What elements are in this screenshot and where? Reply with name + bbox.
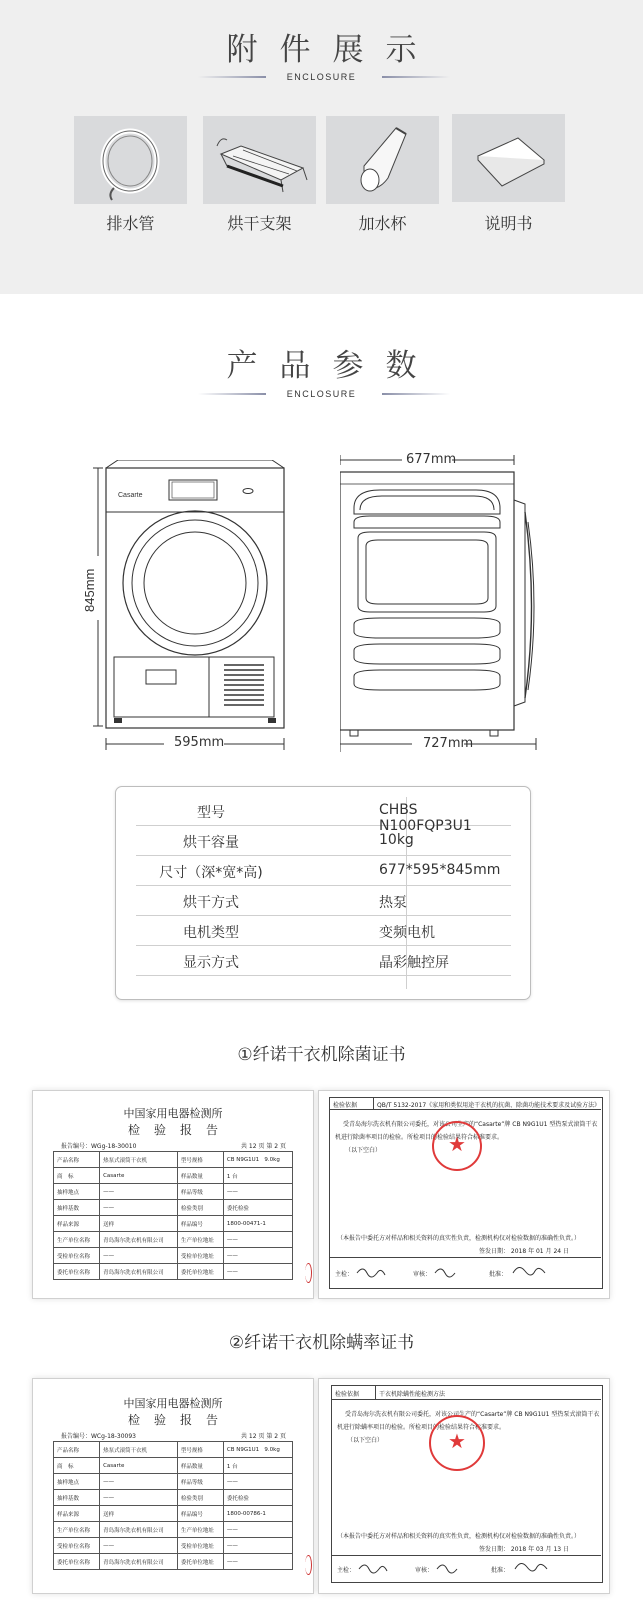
cell: Casarte (100, 1458, 178, 1474)
cell (223, 1152, 292, 1168)
cell: —— (100, 1490, 178, 1506)
spec-row (136, 825, 511, 856)
cell: —— (100, 1200, 178, 1216)
handwritten-signatures (357, 1559, 607, 1575)
cell: 青岛海尔洗衣机有限公司 (100, 1232, 178, 1248)
stamp-star-icon: ★ (448, 1132, 466, 1156)
table-row (54, 1474, 293, 1490)
table-row (54, 1248, 293, 1264)
cert-report-page (32, 1378, 314, 1594)
cell: 抽样基数 (54, 1490, 100, 1506)
cell: 检验类别 (177, 1200, 223, 1216)
spec-value: 变频电机 (379, 925, 435, 941)
cert-title: ①纤诺干衣机除菌证书 (237, 1045, 406, 1065)
cell: —— (223, 1264, 292, 1280)
report-heading: 检验报告 (127, 1123, 232, 1137)
accessory-drying-rack (203, 116, 316, 204)
width-dimension: 595mm (174, 735, 225, 750)
spec-value: 热泵 (379, 895, 407, 911)
cell: 送样 (100, 1216, 178, 1232)
spec-row (136, 795, 511, 834)
report-number: 报告编号：WCg-18-30093 (61, 1433, 136, 1440)
table-row (54, 1232, 293, 1248)
cell: 产品名称 (54, 1152, 100, 1168)
cell-text: CB N9G1U1 (226, 1446, 260, 1453)
drying-rack-icon (203, 116, 316, 204)
cell: —— (100, 1538, 178, 1554)
accessory-label: 加水杯 (358, 214, 407, 233)
cell: 样品编号 (177, 1216, 223, 1232)
basis-text: QB/T 5132-2017《家用和类似用途干衣机的抗菌、除菌功能技术要求及试验方法》 (377, 1102, 601, 1109)
enclosure-subtitle: ENCLOSURE (286, 72, 357, 82)
cell: 受检单位地址 (177, 1538, 223, 1554)
cell: 生产单位地址 (177, 1232, 223, 1248)
cell: 青岛海尔洗衣机有限公司 (100, 1264, 178, 1280)
cell: 样品来源 (54, 1506, 100, 1522)
table-row (54, 1264, 293, 1280)
cell: 受检单位地址 (177, 1248, 223, 1264)
cell: 检验类别 (177, 1490, 223, 1506)
issue-date: 签发日期： 2018 年 03 月 13 日 (479, 1546, 569, 1553)
enclosure-title: 附件展示 (226, 32, 439, 68)
accessory-manual (452, 114, 565, 202)
cell: 样品等级 (177, 1184, 223, 1200)
table-row (54, 1168, 293, 1184)
spec-key: 烘干容量 (183, 835, 239, 851)
spec-key: 显示方式 (183, 955, 239, 971)
table-row (54, 1554, 293, 1570)
result-rule (331, 1399, 601, 1400)
cell: —— (100, 1184, 178, 1200)
spec-key: 烘干方式 (183, 895, 239, 911)
cell: 样品数量 (177, 1168, 223, 1184)
official-stamp (429, 1415, 485, 1471)
result-rule (373, 1097, 374, 1109)
params-subtitle: ENCLOSURE (286, 389, 357, 399)
cell: 抽样地点 (54, 1474, 100, 1490)
signature-label: 主检： (337, 1567, 356, 1574)
basis-label: 检验依据 (335, 1391, 360, 1398)
report-page: 共 12 页 第 2 页 (241, 1143, 286, 1150)
params-title: 产品参数 (226, 348, 439, 384)
accessory-water-cup (326, 116, 439, 204)
result-line: 机进行除菌率项目的检验。所检项目的检验结果符合标准要求。 (335, 1134, 504, 1141)
result-rule (375, 1385, 376, 1399)
cell: 样品来源 (54, 1216, 100, 1232)
cell: —— (223, 1184, 292, 1200)
basis-label: 检验依据 (333, 1102, 358, 1109)
cell: 青岛海尔洗衣机有限公司 (100, 1554, 178, 1570)
report-table (53, 1441, 293, 1570)
cell: 商 标 (54, 1458, 100, 1474)
table-row (54, 1442, 293, 1458)
cell: —— (223, 1232, 292, 1248)
cell: 样品数量 (177, 1458, 223, 1474)
signature-label: 批准： (491, 1567, 510, 1574)
table-row (54, 1200, 293, 1216)
dryer-front-view (78, 460, 293, 750)
spec-value: CHBS N100FQP3U1 (379, 802, 472, 834)
table-row (54, 1216, 293, 1232)
cell: 产品名称 (54, 1442, 100, 1458)
manual-icon (452, 114, 565, 202)
table-row (54, 1184, 293, 1200)
report-number: 报告编号：WGg-18-30010 (61, 1143, 137, 1150)
table-row (54, 1490, 293, 1506)
drain-hose-icon (74, 116, 187, 204)
cell: —— (223, 1522, 292, 1538)
seam-stamp-edge (305, 1555, 312, 1575)
cell: 委托单位名称 (54, 1264, 100, 1280)
accessory-label: 排水管 (106, 214, 155, 233)
spec-table (115, 786, 531, 1000)
cell: —— (100, 1248, 178, 1264)
report-table (53, 1151, 293, 1280)
spec-key: 电机类型 (183, 925, 239, 941)
official-stamp (432, 1121, 482, 1171)
cell: 受检单位名称 (54, 1538, 100, 1554)
water-cup-icon (326, 116, 439, 204)
report-org: 中国家用电器检测所 (123, 1107, 223, 1120)
cert-report-page (32, 1090, 314, 1299)
handwritten-signatures (355, 1263, 605, 1279)
brand-logo: Casarte (118, 492, 143, 499)
spec-key: 型号 (197, 805, 225, 821)
signature-label: 审核： (413, 1271, 432, 1278)
signature-label: 审核： (415, 1567, 434, 1574)
result-line: （以下空白） (345, 1147, 382, 1154)
cell: 样品编号 (177, 1506, 223, 1522)
cell: —— (223, 1474, 292, 1490)
spec-key: 尺寸（深*宽*高) (159, 865, 263, 881)
result-rule (331, 1555, 601, 1556)
table-row (54, 1506, 293, 1522)
cell: 样品等级 (177, 1474, 223, 1490)
spec-row (136, 915, 511, 946)
cell: —— (223, 1538, 292, 1554)
table-row (54, 1538, 293, 1554)
cell: 商 标 (54, 1168, 100, 1184)
spec-value: 10kg (379, 832, 414, 848)
depth-open-dimension: 727mm (423, 736, 474, 751)
report-note: （本报告中委托方对样品和相关资料的真实性负责，检测机构仅对检验数据的准确性负责。） (337, 1533, 581, 1540)
signature-label: 批准： (489, 1271, 508, 1278)
spec-row (136, 885, 511, 916)
seam-stamp-edge (305, 1263, 312, 1283)
depth-dimension: 677mm (406, 452, 457, 467)
cell: 青岛海尔洗衣机有限公司 (100, 1522, 178, 1538)
result-line: 受青岛海尔洗衣机有限公司委托，对该公司生产的“Casarte”牌 CB N9G1U1 型热泵式滚筒干衣 (343, 1121, 598, 1128)
cell: 生产单位地址 (177, 1522, 223, 1538)
cert-result-page (318, 1090, 610, 1299)
result-line: （以下空白） (347, 1437, 384, 1444)
cell: 委托检验 (223, 1200, 292, 1216)
cell: 1800-00786-1 (223, 1506, 292, 1522)
cell: 生产单位名称 (54, 1232, 100, 1248)
cell (223, 1442, 292, 1458)
cell: 委托单位地址 (177, 1554, 223, 1570)
result-rule (329, 1109, 601, 1110)
table-row (54, 1522, 293, 1538)
cert-result-page (318, 1378, 610, 1594)
cell: Casarte (100, 1168, 178, 1184)
cell: —— (223, 1554, 292, 1570)
accessory-drain-hose (74, 116, 187, 204)
cell: 1800-00471-1 (223, 1216, 292, 1232)
stamp-star-icon: ★ (448, 1429, 466, 1453)
dryer-side-view (340, 452, 540, 752)
cell-text: 9.0kg (264, 1446, 280, 1453)
report-note: （本报告中委托方对样品和相关资料的真实性负责，检测机构仅对检验数据的准确性负责。） (337, 1235, 581, 1242)
result-line: 机进行除螨率项目的检验。所检项目的检验结果符合标准要求。 (337, 1424, 506, 1431)
height-dimension: 845mm (82, 568, 97, 612)
cell: 1 台 (223, 1168, 292, 1184)
result-rule (329, 1257, 601, 1258)
report-heading: 检验报告 (127, 1413, 232, 1427)
cell: 热泵式滚筒干衣机 (100, 1442, 178, 1458)
spec-value: 晶彩触控屏 (379, 955, 449, 971)
spec-row (136, 855, 511, 886)
cell: 型号规格 (177, 1152, 223, 1168)
accessory-label: 说明书 (484, 214, 533, 233)
cell: 委托检验 (223, 1490, 292, 1506)
cell: 热泵式滚筒干衣机 (100, 1152, 178, 1168)
table-row (54, 1152, 293, 1168)
cell: 送样 (100, 1506, 178, 1522)
cell: 抽样地点 (54, 1184, 100, 1200)
cell: —— (223, 1248, 292, 1264)
cert-title: ②纤诺干衣机除螨率证书 (228, 1333, 415, 1353)
signature-label: 主检： (335, 1271, 354, 1278)
cell: 受检单位名称 (54, 1248, 100, 1264)
issue-date: 签发日期： 2018 年 01 月 24 日 (479, 1248, 569, 1255)
spec-row (136, 945, 511, 976)
cell-text: 9.0kg (264, 1156, 280, 1163)
cell: —— (100, 1474, 178, 1490)
report-page: 共 12 页 第 2 页 (241, 1433, 286, 1440)
cell: 生产单位名称 (54, 1522, 100, 1538)
cell-text: CB N9G1U1 (226, 1156, 260, 1163)
table-row (54, 1458, 293, 1474)
cell: 抽样基数 (54, 1200, 100, 1216)
cell: 型号规格 (177, 1442, 223, 1458)
result-line: 受青岛海尔洗衣机有限公司委托，对该公司生产的“Casarte”牌 CB N9G1U1 型热泵式滚筒干衣 (345, 1411, 600, 1418)
cell: 委托单位名称 (54, 1554, 100, 1570)
cell: 委托单位地址 (177, 1264, 223, 1280)
spec-value: 677*595*845mm (379, 862, 501, 878)
report-org: 中国家用电器检测所 (123, 1397, 223, 1410)
cell: 1 台 (223, 1458, 292, 1474)
accessory-label: 烘干支架 (227, 214, 292, 233)
basis-text: 干衣机除螨性能检测方法 (379, 1391, 446, 1398)
